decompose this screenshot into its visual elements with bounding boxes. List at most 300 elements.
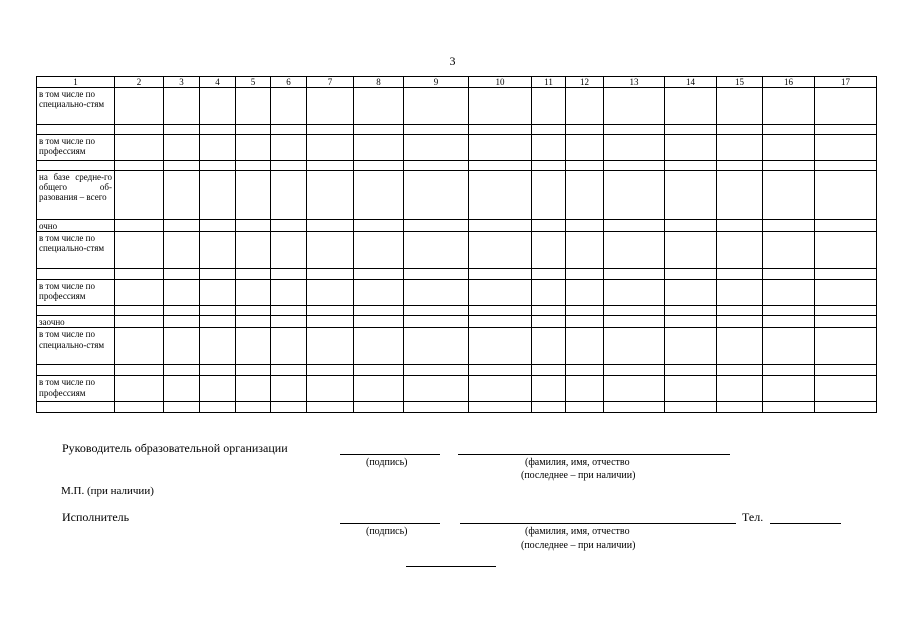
table-cell (815, 125, 877, 135)
table-cell (532, 269, 566, 280)
table-cell (815, 316, 877, 328)
table-row (37, 306, 877, 316)
row-label-empty (37, 365, 115, 376)
table-cell (236, 376, 271, 402)
table-cell (307, 328, 354, 365)
executor-name-line (460, 523, 736, 524)
table-row (37, 269, 877, 280)
table-cell (164, 269, 200, 280)
head-signature-line (340, 454, 440, 455)
table-cell (532, 220, 566, 232)
table-cell (763, 328, 815, 365)
table-cell (532, 171, 566, 220)
table-cell (271, 376, 307, 402)
table-cell (307, 269, 354, 280)
table-cell (665, 135, 717, 161)
table-cell (200, 328, 236, 365)
table-cell (717, 232, 763, 269)
table-cell (354, 376, 404, 402)
table-cell (115, 376, 164, 402)
table-cell (604, 306, 665, 316)
row-label-empty (37, 161, 115, 171)
table-cell (532, 365, 566, 376)
table-cell (566, 328, 604, 365)
table-cell (307, 402, 354, 413)
table-cell (763, 135, 815, 161)
row-label: заочно (37, 316, 115, 328)
table-cell (665, 316, 717, 328)
table-cell (815, 365, 877, 376)
table-cell (115, 232, 164, 269)
table-cell (815, 376, 877, 402)
table-cell (717, 328, 763, 365)
table-cell (354, 306, 404, 316)
table-cell (164, 280, 200, 306)
table-cell (236, 306, 271, 316)
table-cell (404, 328, 469, 365)
table-cell (200, 376, 236, 402)
table-cell (115, 161, 164, 171)
table-cell (404, 365, 469, 376)
table-cell (307, 88, 354, 125)
table-cell (815, 269, 877, 280)
executor-signature-caption: (подпись) (366, 526, 408, 537)
table-cell (604, 125, 665, 135)
table-cell (236, 316, 271, 328)
table-cell (271, 220, 307, 232)
table-cell (717, 280, 763, 306)
table-cell (604, 232, 665, 269)
executor-label: Исполнитель (62, 510, 130, 524)
column-header: 14 (665, 77, 717, 88)
table-row (37, 125, 877, 135)
table-cell (566, 161, 604, 171)
table-cell (469, 365, 532, 376)
table-cell (200, 269, 236, 280)
table-row (37, 88, 877, 125)
table-cell (717, 316, 763, 328)
table-cell (717, 88, 763, 125)
row-label-empty (37, 269, 115, 280)
table-cell (164, 135, 200, 161)
table-cell (404, 232, 469, 269)
row-label: в том числе по специально-стям (37, 88, 115, 125)
column-header: 7 (307, 77, 354, 88)
table-cell (354, 220, 404, 232)
table-cell (469, 280, 532, 306)
table-cell (604, 269, 665, 280)
table-cell (307, 220, 354, 232)
table-cell (354, 328, 404, 365)
table-cell (236, 161, 271, 171)
table-cell (469, 328, 532, 365)
table-cell (604, 376, 665, 402)
table-cell (307, 135, 354, 161)
table-cell (815, 306, 877, 316)
table-cell (604, 280, 665, 306)
table-cell (354, 402, 404, 413)
table-cell (404, 376, 469, 402)
phone-line (770, 523, 841, 524)
column-header: 11 (532, 77, 566, 88)
table-cell (717, 269, 763, 280)
table-cell (236, 365, 271, 376)
table-cell (404, 402, 469, 413)
column-header: 10 (469, 77, 532, 88)
table-cell (566, 402, 604, 413)
table-cell (532, 232, 566, 269)
table-cell (307, 171, 354, 220)
table-cell (404, 88, 469, 125)
table-cell (354, 135, 404, 161)
table-cell (469, 316, 532, 328)
table-cell (717, 135, 763, 161)
table-cell (164, 306, 200, 316)
table-cell (307, 316, 354, 328)
table-cell (763, 402, 815, 413)
table-cell (469, 402, 532, 413)
row-label: в том числе по специально-стям (37, 328, 115, 365)
row-label: очно (37, 220, 115, 232)
table-cell (566, 306, 604, 316)
table-cell (404, 171, 469, 220)
table-cell (271, 280, 307, 306)
table-cell (115, 365, 164, 376)
row-label-empty (37, 402, 115, 413)
table-cell (763, 88, 815, 125)
table-cell (604, 135, 665, 161)
phone-label: Тел. (742, 510, 764, 524)
row-label: в том числе по профессиям (37, 376, 115, 402)
table-cell (566, 365, 604, 376)
table-cell (566, 280, 604, 306)
table-cell (307, 161, 354, 171)
table-cell (404, 161, 469, 171)
page-number: 3 (449, 54, 456, 68)
table-cell (115, 402, 164, 413)
table-row (37, 232, 877, 269)
head-name-line (458, 454, 730, 455)
table-cell (200, 161, 236, 171)
executor-signature-line (340, 523, 440, 524)
table-cell (404, 125, 469, 135)
table-cell (469, 232, 532, 269)
table-cell (236, 328, 271, 365)
table-cell (665, 376, 717, 402)
table-cell (532, 88, 566, 125)
table-cell (164, 316, 200, 328)
table-cell (354, 365, 404, 376)
table-cell (271, 161, 307, 171)
column-header: 1 (37, 77, 115, 88)
table-cell (164, 328, 200, 365)
table-cell (665, 306, 717, 316)
table-cell (271, 316, 307, 328)
table-cell (115, 88, 164, 125)
table-cell (271, 232, 307, 269)
table-cell (665, 365, 717, 376)
report-table (36, 76, 877, 413)
table-cell (354, 269, 404, 280)
table-cell (763, 280, 815, 306)
column-header: 17 (815, 77, 877, 88)
footnote-separator-line (406, 566, 496, 567)
table-cell (532, 402, 566, 413)
table-cell (763, 161, 815, 171)
table-cell (469, 171, 532, 220)
table-cell (307, 365, 354, 376)
table-cell (763, 376, 815, 402)
table-cell (717, 376, 763, 402)
head-name-caption-note: (последнее – при наличии) (521, 470, 636, 481)
table-cell (815, 328, 877, 365)
table-cell (604, 171, 665, 220)
table-cell (236, 280, 271, 306)
table-cell (665, 125, 717, 135)
table-cell (115, 220, 164, 232)
table-cell (532, 135, 566, 161)
table-cell (200, 280, 236, 306)
table-cell (815, 88, 877, 125)
table-cell (532, 376, 566, 402)
table-cell (566, 220, 604, 232)
table-cell (271, 135, 307, 161)
table-cell (566, 232, 604, 269)
stamp-label: М.П. (при наличии) (61, 485, 154, 497)
table-cell (763, 125, 815, 135)
table-cell (271, 402, 307, 413)
table-cell (469, 269, 532, 280)
table-row (37, 402, 877, 413)
table-cell (404, 280, 469, 306)
table-cell (271, 125, 307, 135)
table-cell (566, 171, 604, 220)
table-cell (200, 171, 236, 220)
executor-name-caption: (фамилия, имя, отчество (525, 526, 630, 537)
table-cell (354, 161, 404, 171)
table-row (37, 171, 877, 220)
table-cell (763, 232, 815, 269)
table-cell (164, 125, 200, 135)
table-cell (354, 88, 404, 125)
table-cell (354, 171, 404, 220)
table-cell (469, 376, 532, 402)
column-header: 4 (200, 77, 236, 88)
table-cell (665, 171, 717, 220)
column-header: 12 (566, 77, 604, 88)
table-cell (307, 376, 354, 402)
table-row (37, 280, 877, 306)
table-cell (307, 232, 354, 269)
table-cell (532, 306, 566, 316)
table-cell (665, 88, 717, 125)
table-cell (271, 365, 307, 376)
row-label: в том числе по специально-стям (37, 232, 115, 269)
table-cell (604, 88, 665, 125)
table-cell (307, 125, 354, 135)
table-cell (763, 220, 815, 232)
table-cell (404, 306, 469, 316)
table-cell (532, 328, 566, 365)
table-cell (717, 306, 763, 316)
column-header: 15 (717, 77, 763, 88)
table-cell (164, 171, 200, 220)
table-cell (404, 135, 469, 161)
table-cell (236, 135, 271, 161)
table-cell (164, 232, 200, 269)
table-cell (566, 316, 604, 328)
table-cell (404, 269, 469, 280)
table-cell (665, 328, 717, 365)
table-cell (665, 161, 717, 171)
table-cell (665, 220, 717, 232)
table-cell (532, 316, 566, 328)
table-cell (200, 135, 236, 161)
table-cell (566, 125, 604, 135)
table-cell (763, 269, 815, 280)
table-cell (164, 88, 200, 125)
table-cell (604, 316, 665, 328)
row-label: в том числе по профессиям (37, 280, 115, 306)
table-cell (815, 232, 877, 269)
table-row (37, 135, 877, 161)
table-cell (469, 220, 532, 232)
row-label-empty (37, 125, 115, 135)
table-cell (115, 316, 164, 328)
table-cell (236, 232, 271, 269)
table-row (37, 376, 877, 402)
table-cell (164, 402, 200, 413)
table-cell (815, 135, 877, 161)
table-cell (354, 280, 404, 306)
row-label: на базе средне-го общего об-разования – всего (37, 171, 115, 220)
column-header: 5 (236, 77, 271, 88)
table-cell (717, 402, 763, 413)
table-cell (604, 365, 665, 376)
table-cell (763, 365, 815, 376)
table-row (37, 161, 877, 171)
table-cell (271, 171, 307, 220)
table-header-row (37, 77, 877, 88)
head-signature-caption: (подпись) (366, 457, 408, 468)
table-cell (763, 316, 815, 328)
table-cell (469, 161, 532, 171)
column-header: 6 (271, 77, 307, 88)
table-cell (200, 365, 236, 376)
table-cell (271, 328, 307, 365)
table-cell (115, 171, 164, 220)
table-cell (115, 306, 164, 316)
table-cell (271, 88, 307, 125)
table-row (37, 365, 877, 376)
table-cell (115, 125, 164, 135)
table-cell (115, 328, 164, 365)
table-cell (717, 125, 763, 135)
table-cell (115, 269, 164, 280)
table-row (37, 328, 877, 365)
table-cell (164, 365, 200, 376)
table-cell (236, 220, 271, 232)
table-cell (200, 402, 236, 413)
table-row (37, 220, 877, 232)
row-label-empty (37, 306, 115, 316)
head-name-caption: (фамилия, имя, отчество (525, 457, 630, 468)
table-cell (236, 171, 271, 220)
table-cell (815, 220, 877, 232)
table-cell (532, 161, 566, 171)
column-header: 16 (763, 77, 815, 88)
table-cell (236, 88, 271, 125)
table-cell (354, 316, 404, 328)
table-cell (717, 220, 763, 232)
table-cell (354, 232, 404, 269)
table-cell (469, 88, 532, 125)
table-cell (717, 365, 763, 376)
table-cell (665, 269, 717, 280)
table-cell (469, 135, 532, 161)
table-cell (115, 280, 164, 306)
table-cell (200, 232, 236, 269)
table-cell (271, 269, 307, 280)
table-cell (200, 306, 236, 316)
table-cell (115, 135, 164, 161)
table-cell (566, 376, 604, 402)
table-cell (665, 402, 717, 413)
table-cell (566, 135, 604, 161)
column-header: 2 (115, 77, 164, 88)
table-cell (815, 171, 877, 220)
table-cell (763, 171, 815, 220)
table-cell (164, 376, 200, 402)
table-cell (200, 316, 236, 328)
table-cell (307, 306, 354, 316)
table-cell (200, 220, 236, 232)
table-cell (236, 269, 271, 280)
table-cell (404, 220, 469, 232)
table-cell (604, 402, 665, 413)
table-cell (236, 402, 271, 413)
table-cell (815, 161, 877, 171)
column-header: 8 (354, 77, 404, 88)
table-cell (354, 125, 404, 135)
table-cell (665, 280, 717, 306)
table-cell (164, 161, 200, 171)
table-cell (566, 88, 604, 125)
table-cell (200, 88, 236, 125)
table-cell (307, 280, 354, 306)
row-label: в том числе по профессиям (37, 135, 115, 161)
table-cell (469, 125, 532, 135)
table-cell (404, 316, 469, 328)
column-header: 9 (404, 77, 469, 88)
column-header: 3 (164, 77, 200, 88)
table-cell (532, 280, 566, 306)
table-cell (469, 306, 532, 316)
table-cell (604, 161, 665, 171)
table-cell (604, 328, 665, 365)
table-cell (566, 269, 604, 280)
table-cell (717, 161, 763, 171)
table-cell (665, 232, 717, 269)
table-cell (815, 280, 877, 306)
table-row (37, 316, 877, 328)
table-cell (815, 402, 877, 413)
table-cell (717, 171, 763, 220)
executor-name-caption-note: (последнее – при наличии) (521, 540, 636, 551)
table-cell (763, 306, 815, 316)
table-cell (200, 125, 236, 135)
table-cell (236, 125, 271, 135)
